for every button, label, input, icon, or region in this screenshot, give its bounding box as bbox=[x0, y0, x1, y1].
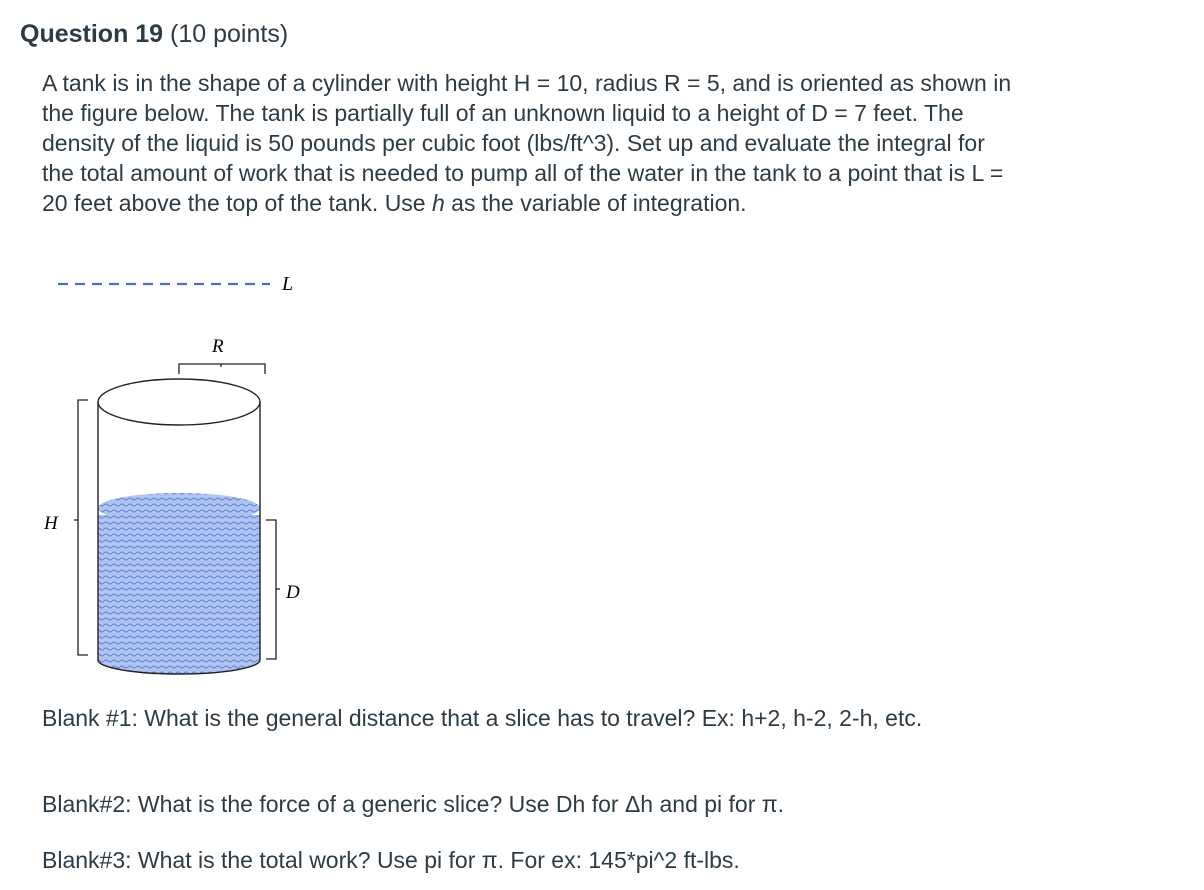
tank-figure bbox=[40, 262, 360, 682]
tank-top-ellipse bbox=[98, 379, 260, 425]
depth-bracket bbox=[266, 520, 280, 659]
liquid-surface bbox=[98, 493, 260, 523]
question-text bbox=[42, 68, 1022, 218]
label-H: H bbox=[44, 513, 58, 534]
question-header bbox=[20, 16, 288, 52]
question-text-main: A tank is in the shape of a cylinder with height H = 10, radius R = 5, and is oriented as shown in the figure below. The tank is partially full of an unknown liquid to a height of D = 7 feet. The density of the liquid is 50 pounds per cubic foot (lbs/ft^3). Set up and evaluate the integral for the total amount of work that is needed to pump all of the water in the tank to a point that is L = 20 feet above the top of the tank. Use bbox=[42, 70, 1012, 216]
blank-1-prompt: Blank #1: What is the general distance that a slice has to travel? Ex: h+2, h-2, 2-h, etc. bbox=[42, 705, 923, 731]
question-title: Question 19 bbox=[20, 20, 164, 48]
label-R: R bbox=[212, 336, 224, 357]
blank-2-prompt: Blank#2: What is the force of a generic slice? Use Dh for Δh and pi for π. bbox=[42, 791, 785, 817]
liquid-fill bbox=[98, 515, 260, 674]
label-L: L bbox=[282, 273, 294, 295]
question-points: (10 points) bbox=[170, 20, 289, 48]
integration-variable: h bbox=[432, 190, 445, 216]
blank-3-prompt: Blank#3: What is the total work? Use pi for π. For ex: 145*pi^2 ft-lbs. bbox=[42, 847, 740, 873]
label-D: D bbox=[286, 582, 300, 603]
height-bracket bbox=[74, 400, 88, 655]
question-text-end: as the variable of integration. bbox=[444, 190, 747, 216]
radius-bracket bbox=[179, 364, 265, 374]
